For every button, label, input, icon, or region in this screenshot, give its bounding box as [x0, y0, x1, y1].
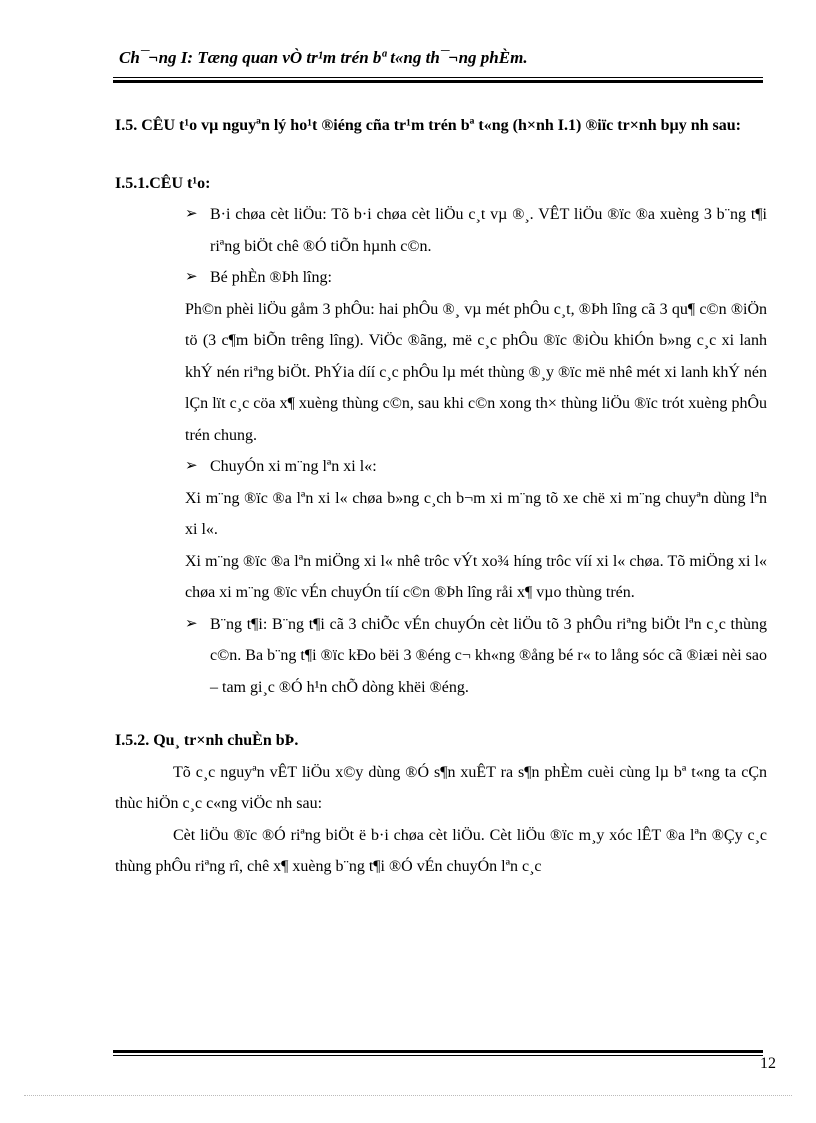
list-item	[115, 609, 767, 704]
page-body	[115, 110, 767, 883]
footer-rule-thick	[113, 1050, 763, 1053]
list-item	[115, 451, 767, 483]
page-number: 12	[760, 1055, 776, 1072]
header-rule-thin	[113, 77, 763, 78]
subsection-2-heading: I.5.2. Qu¸ tr×nh chuÈn bÞ.	[115, 732, 299, 749]
arrow-bullet-icon: ➢	[185, 458, 198, 474]
paragraph: Cèt liÖu ®ïc ®Ó riªng biÖt ë b·i chøa cèt liÖu. Cèt liÖu ®ïc m¸y xóc lÊT ®a lªn ®Çy c¸c thùng phÔu riªng rî, chê x¶ xuèng b¨ng t¶i ®Ó vÉn chuyÓn lªn c¸c	[115, 826, 767, 875]
footer-rule-thin	[113, 1055, 763, 1056]
paragraph: Xi m¨ng ®ïc ®a lªn miÖng xi l« nhê trôc vÝt xo¾ híng trôc víí xi l« chøa. Tõ miÖng xi l« chøa xi m¨ng ®ïc vÉn chuyÓn tíí c©n ®Þh lîng råi x¶ vµo thùng trén.	[185, 552, 767, 601]
list-item	[115, 199, 767, 262]
paragraph: Xi m¨ng ®ïc ®a lªn xi l« chøa b»ng c¸ch b¬m xi m¨ng tõ xe chë xi m¨ng chuyªn dùng lªn xi l«.	[185, 489, 767, 538]
paragraph: Ph©n phèi liÖu gåm 3 phÔu: hai phÔu ®¸ vµ mét phÔu c¸t, ®Þh lîng cã 3 qu¶ c©n ®iÖn tö (3 c¶m biÕn trêng lîng). ViÖc ®ãng, më c¸c phÔu ®ïc ®iÒu khiÓn b»ng c¸c xi lanh khÝ nén riªng biÖt. PhÝia díí c¸c phÔu lµ mét thùng ®¸y ®ïc më nhê mét xi lanh khÝ nén lÇn lït c¸c cöa x¶ xuèng thùng c©n, sau khi c©n xong th× thùng liÖu ®ïc trót xuèng phÔu trén chung.	[185, 300, 767, 444]
subsection-1-heading: I.5.1.CÊU t¹o:	[115, 174, 211, 192]
section-heading: I.5. CÊU t¹o vµ nguyªn lý ho¹t ®iéng cña tr¹m trén bª t«ng (h×nh I.1) ®iïc tr×nh bµy nh sau:	[115, 117, 741, 134]
paragraph: Tõ c¸c nguyªn vÊT liÖu x©y dùng ®Ó s¶n xuÊT ra s¶n phÈm cuèi cùng lµ bª t«ng ta cÇn thùc hiÖn c¸c c«ng viÖc nh sau:	[115, 763, 767, 812]
page-header-title: Ch¯¬ng I: Tæng quan vÒ tr¹m trén bª t«ng th¯¬ng phÈm.	[119, 48, 528, 67]
arrow-bullet-icon: ➢	[185, 615, 198, 632]
page-bottom-divider	[24, 1095, 792, 1096]
list-item-text: B¨ng t¶i: B¨ng t¶i cã 3 chiÕc vÉn chuyÓn cèt liÖu tõ 3 phÔu riªng biÖt lªn c¸c thùng c©n. Ba b¨ng t¶i ®ïc kÐo bëi 3 ®éng c¬ kh«ng ®ång bé r« to lång sóc cã ®iæi nèi sao – tam gi¸c ®Ó h¹n chÕ dòng khëi ®éng.	[210, 615, 767, 696]
list-item	[115, 262, 767, 294]
list-item-text: ChuyÓn xi m¨ng lªn xi l«:	[210, 458, 377, 475]
arrow-bullet-icon: ➢	[185, 269, 198, 285]
header-rule-thick	[113, 80, 763, 83]
list-item-text: Bé phÈn ®Þh lîng:	[210, 269, 332, 286]
list-item-text: B·i chøa cèt liÖu: Tõ b·i chøa cèt liÖu c¸t vµ ®¸. VÊT liÖu ®ïc ®a xuèng 3 b¨ng t¶i riªng biÖt chê ®Ó tiÕn hµnh c©n.	[210, 206, 767, 255]
arrow-bullet-icon: ➢	[185, 206, 198, 222]
